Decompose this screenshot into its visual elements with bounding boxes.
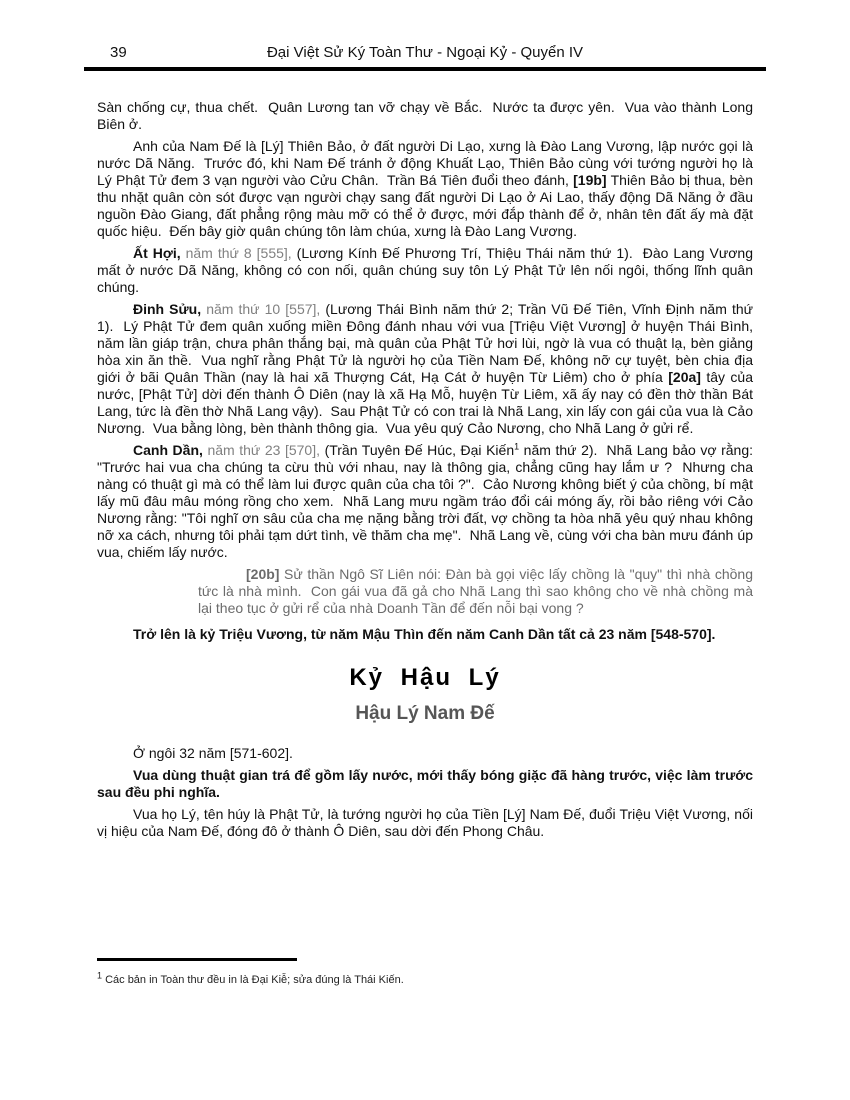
paragraph <box>97 442 753 561</box>
footnote-separator <box>97 958 297 961</box>
bold-run: [19b] <box>573 172 607 188</box>
text-run: Trở lên là kỷ Triệu Vương, từ năm Mậu Thìn đến năm Canh Dần tất cả 23 năm [548-570]. <box>133 626 716 642</box>
text-run: tây của nước, [Phật Tử] dời đến thành Ô Diên (nay là xã Hạ Mỗ, huyện Từ Liêm, xã ấy nay có đền thờ thần Bát Lang, tức là đền thờ Nhã Lang vậy). Sau Phật Tử có con trai là Nhã Lang, xin lấy con gái của vua là Cảo Nương. Vua bằng lòng, bèn thành thông gia. Vua yêu quý Cảo Nương, cho Nhã Lang ở gửi rể. <box>97 369 753 436</box>
paragraph <box>97 138 753 240</box>
paragraph <box>97 745 753 762</box>
footnote-area <box>97 958 753 987</box>
year-run: năm thứ 10 [557], <box>201 301 326 317</box>
bold-run: Đinh Sửu, <box>133 301 202 317</box>
bold-run: Canh Dần, <box>133 442 203 458</box>
text-run: Anh của Nam Đế là [Lý] Thiên Bảo, ở đất người Di Lạo, xưng là Đào Lang Vương, lập nước gọi là nước Dã Năng. Trước đó, khi Nam Đế tránh ở động Khuất Lạo, Thiên Bảo cùng với tướng người họ là Lý Phật Tử đem 3 vạn người vào Cửu Chân. Trần Bá Tiên đuổi theo đánh, <box>97 138 753 188</box>
bold-run: [20a] <box>668 369 701 385</box>
section-heading: Kỷ Hậu Lý <box>349 664 501 691</box>
text-run: Sàn chống cự, thua chết. Quân Lương tan vỡ chạy về Bắc. Nước ta được yên. Vua vào thành Long Biên ở. <box>97 99 753 132</box>
text-run: Vua dùng thuật gian trá để gồm lấy nước, mới thấy bóng giặc đã hàng trước, việc làm trước sau đều phi nghĩa. <box>97 767 753 800</box>
historian-comment-block <box>198 566 753 617</box>
paragraph <box>97 301 753 437</box>
text-run: Vua họ Lý, tên húy là Phật Tử, là tướng người họ của Tiền [Lý] Nam Đế, đuổi Triệu Việt Vương, nối vị hiệu của Nam Đế, đóng đô ở thành Ô Diên, sau dời đến Phong Châu. <box>97 806 753 839</box>
document-body <box>97 99 753 845</box>
paragraph <box>97 806 753 840</box>
bold-run: [20b] <box>246 566 280 582</box>
year-run: năm thứ 8 [555], <box>180 245 297 261</box>
footnote <box>97 970 753 987</box>
footnote-marker: 1 <box>97 970 103 981</box>
paragraph <box>97 99 753 133</box>
header-title: Đại Việt Sử Ký Toàn Thư - Ngoại Kỷ - Quyển IV <box>266 44 584 61</box>
text-run: (Lương Kính Đế Phương Trí, Thiệu Thái năm thứ 1). Đào Lang Vương mất ở nước Dã Năng, không có con nối, quân chúng suy tôn Lý Phật Tử lên nối ngôi, thống lĩnh quân chúng. <box>97 245 753 295</box>
section-subheading: Hậu Lý Nam Đế <box>355 703 495 724</box>
header-rule <box>84 67 766 71</box>
text-run: (Lương Thái Bình năm thứ 2; Trần Vũ Đế Tiên, Vĩnh Định năm thứ 1). Lý Phật Tử đem quân xuống miền Đông đánh nhau với vua [Triệu Việt Vương] ở huyện Thái Bình, năm lần giáp trận, chưa phân thắng bại, mà quân của Phật Tử hơi lùi, ngờ là vua có thuật lạ, bèn giảng hòa xin ăn thề. Vua nghĩ rằng Phật Tử là người họ của Tiền Nam Đế, không nỡ cự tuyệt, bèn chia địa giới ở bãi Quân Thần (nay là hai xã Thượng Cát, Hạ Cát ở huyện Từ Liêm) cho ở phía <box>97 301 753 385</box>
year-run: năm thứ 23 [570], <box>202 442 325 458</box>
text-run: năm thứ 2). Nhã Lang bảo vợ rằng: "Trước hai vua cha chúng ta cừu thù với nhau, nay là thông gia, chẳng cũng hay lắm ư ? Nhưng cha nàng có thuật gì mà có thể làm lui được quân của cha tôi ?". Cảo Nương không biết ý của chồng, bí mật lấy mũ đâu mâu móng rồng cho xem. Nhã Lang mưu ngầm tráo đổi cái móng ấy, rồi bảo riêng với Cảo Nương rằng: "Tôi nghĩ ơn sâu của cha mẹ nặng bằng trời đất, vợ chồng ta hòa nhã yêu quý nhau không nỡ xa cách, nhưng tôi phải tạm dứt tình, về thăm cha mẹ". Nhã Lang về, cùng với cha bàn mưu đánh úp vua, chiếm lấy nước. <box>97 442 753 560</box>
footnote-reference: 1 <box>514 441 520 452</box>
text-run: (Trần Tuyên Đế Húc, Đại Kiến <box>324 442 515 458</box>
paragraph <box>97 767 753 801</box>
page-number: 39 <box>110 44 127 61</box>
paragraph <box>97 245 753 296</box>
page-header <box>97 44 753 64</box>
text-run: Sử thần Ngô Sĩ Liên nói: Đàn bà gọi việc lấy chồng là "quy" thì nhà chồng tức là nhà mình. Con gái vua đã gả cho Nhã Lang thì sao không cho về nhà chồng mà lại theo tục ở gửi rể của nhà Doanh Tần để đến nỗi bại vong ? <box>198 566 753 616</box>
text-run: Ở ngôi 32 năm [571-602]. <box>133 745 293 761</box>
paragraph <box>97 626 753 643</box>
footnote-text: Các bản in Toàn thư đều in là Đại Kiễ; sửa đúng là Thái Kiến. <box>102 974 404 986</box>
text-run: Thiên Bảo bị thua, bèn thu nhặt quân còn sót được vạn người chạy sang đất người Di Lạo ở Ai Lao, thấy động Dã Năng ở đầu nguồn Đào Giang, đất phẳng rộng màu mỡ có thể ở được, mới đắp thành để ở, nhân tên đất ấy mà đặt quốc hiệu. Đến bây giờ quân chúng tôn làm chúa, xưng là Đào Lang Vương. <box>97 172 753 239</box>
bold-run: Ất Hợi, <box>133 245 181 261</box>
